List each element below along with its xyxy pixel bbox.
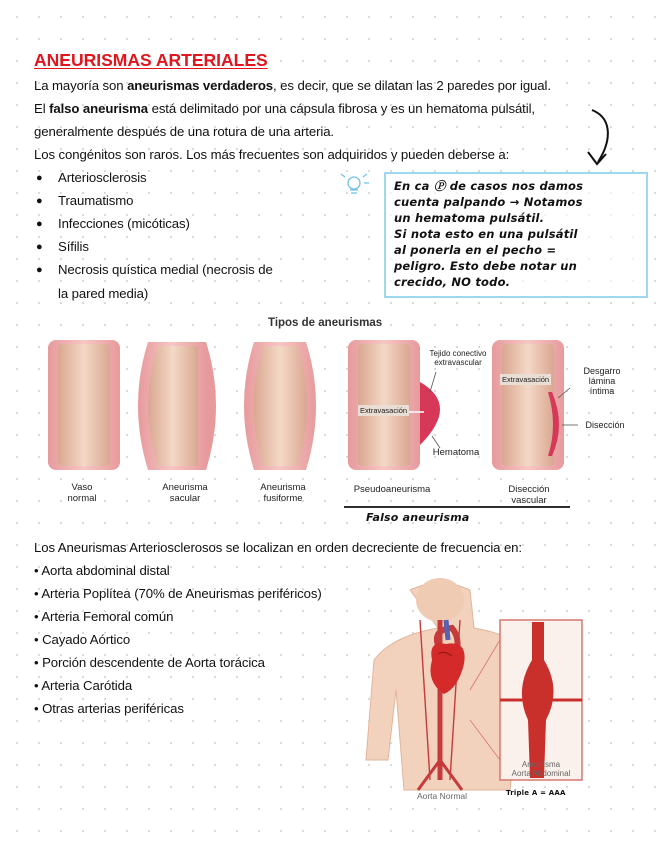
locations-intro: Los Aneurismas Arteriosclerosos se localizan en orden decreciente de frecuencia en: [34,540,522,555]
note-line: Si nota esto en una pulsátil [394,227,578,241]
bullet-icon: ● [36,195,43,207]
note-line: En ca Ⓟ de casos nos damos [394,179,584,193]
location-item: • Porción descendente de Aorta torácica [34,655,265,670]
location-item: • Arteria Carótida [34,678,133,693]
bullet-icon: ● [36,172,43,184]
location-item: • Aorta abdominal distal [34,563,170,578]
cause-item: Sífilis [58,239,89,254]
label-normal-vessel: Vaso normal [67,482,97,504]
label-dissection: Disección vascular [508,484,550,506]
location-item: • Arteria Poplítea (70% de Aneurismas periféricos) [34,586,322,601]
label-pseudoaneurysm: Pseudoaneurisma [353,484,431,495]
label-connective-tissue: Tejido conectivo extravascular [429,349,487,367]
location-item: • Arteria Femoral común [34,609,174,624]
label-aaa: Aneurisma Aorta Abdominal [511,760,571,778]
label-dissection-side: Disección [585,420,625,430]
label-fusiform: Aneurisma fusiforme [260,482,306,504]
label-hematoma: Hematoma [432,447,480,458]
location-item: • Cayado Aórtico [34,632,131,647]
note-line: crecido, NO todo. [394,275,511,289]
label-saccular: Aneurisma sacular [162,482,208,504]
cause-item-continuation: la pared media) [58,286,149,301]
bullet-icon: ● [36,218,43,230]
intro-line-4: Los congénitos son raros. Los más frecuentes son adquiridos y pueden deberse a: [34,147,510,162]
bullet-icon: ● [36,241,43,253]
figure-title: Tipos de aneurismas [268,317,383,329]
label-extravasation: Extravasación [360,406,408,415]
page-title: ANEURISMAS ARTERIALES [34,50,268,70]
bullet-icon: ● [36,264,43,276]
intro-line-2: El falso aneurisma está delimitado por una cápsula fibrosa y es un hematoma pulsátil, [34,101,535,116]
location-item: • Otras arterias periféricas [34,701,184,716]
note-line: cuenta palpando → Notamos [394,195,583,209]
label-aorta-normal: Aorta Normal [416,791,468,801]
intro-line-3: generalmente después de una rotura de una arteria. [34,124,334,139]
note-line: un hematoma pulsátil. [394,211,545,225]
cause-item: Infecciones (micóticas) [58,216,190,231]
handwritten-false-aneurysm: Falso aneurisma [366,511,470,524]
cause-item: Traumatismo [58,193,134,208]
intro-line-1: La mayoría son aneurismas verdaderos, es decir, que se dilatan las 2 paredes por igual. [34,78,551,93]
cause-item: Arteriosclerosis [58,170,147,185]
label-extravasation-2: Extravasación [502,375,550,384]
label-intima-tear: Desgarro lámina íntima [583,366,621,396]
handwritten-aaa: Triple A = AAA [506,789,566,797]
note-line: al ponerla en el pecho = [394,243,557,257]
cause-item: Necrosis quística medial (necrosis de [58,262,273,277]
note-line: peligro. Esto debe notar un [394,259,578,273]
